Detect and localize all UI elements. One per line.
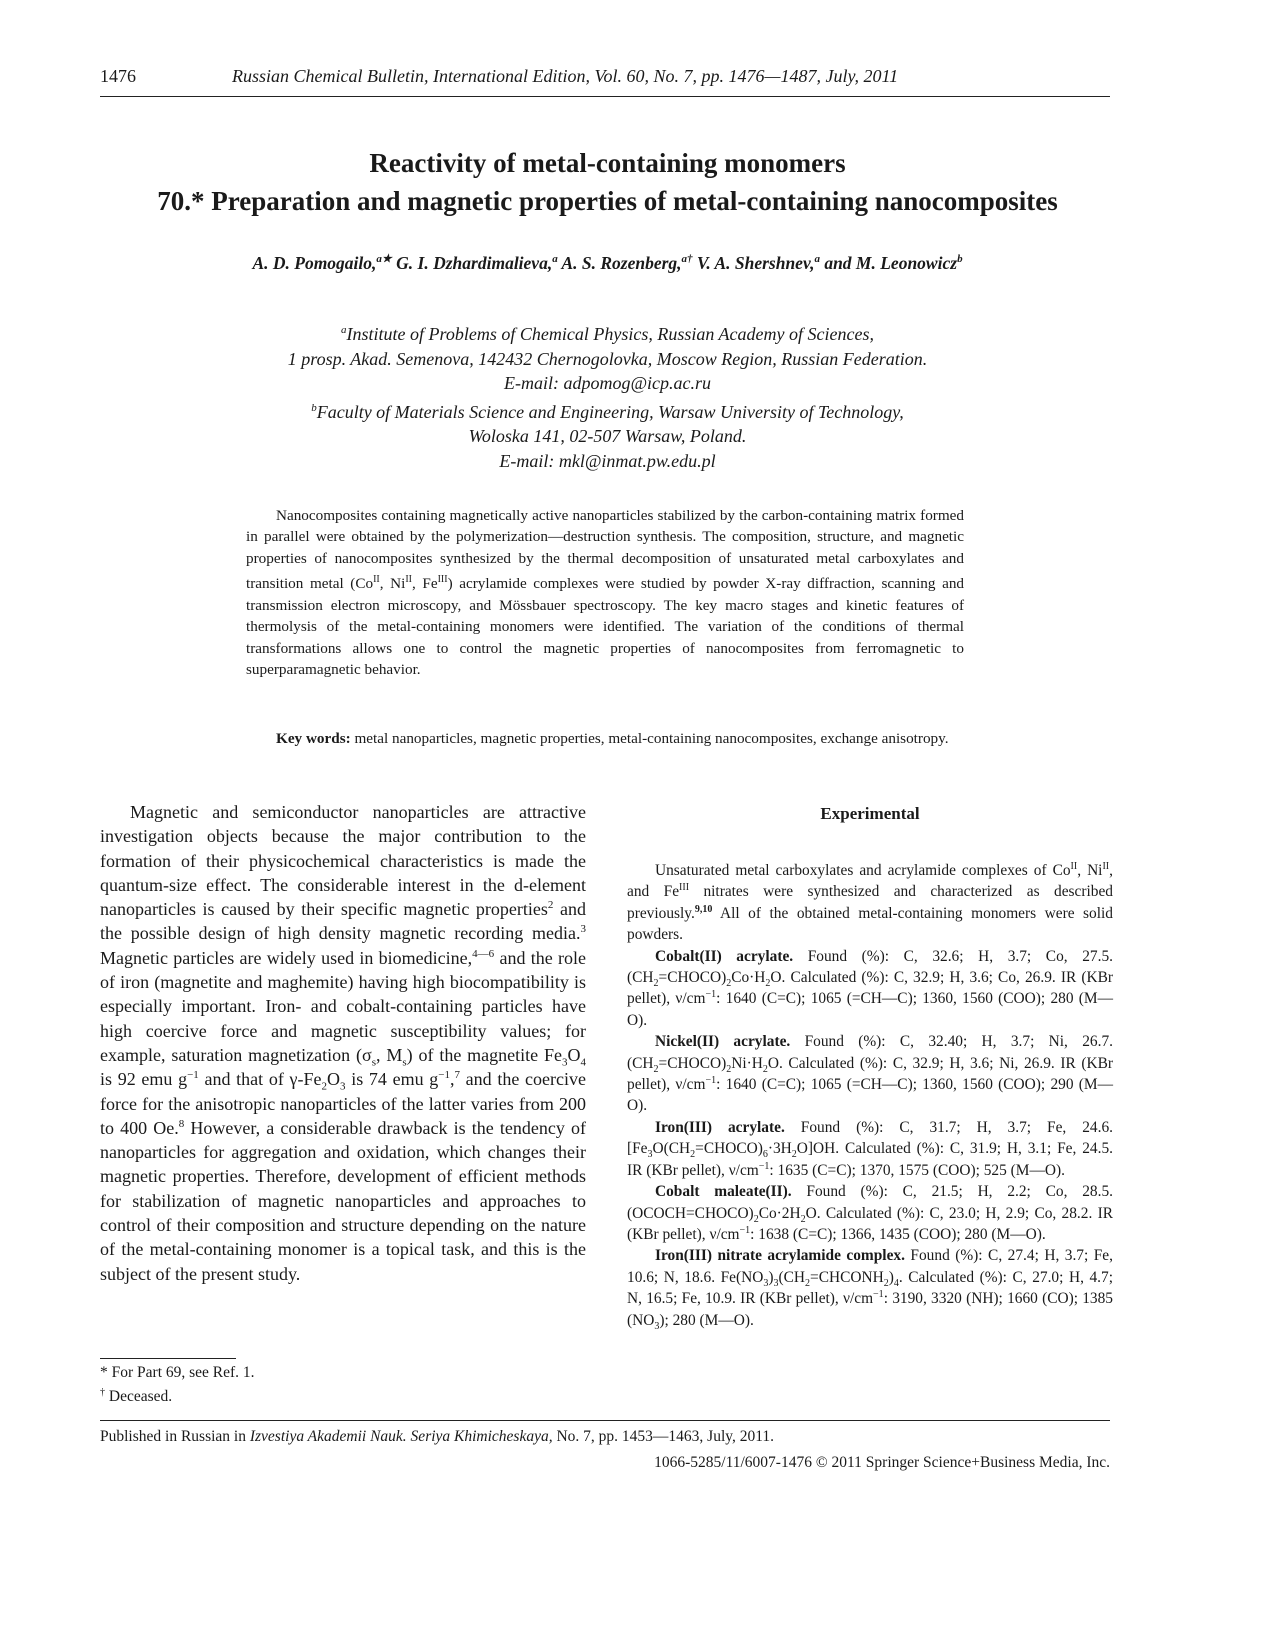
experimental-body bbox=[627, 860, 1113, 1331]
compound-nickel-acrylate: Nickel(II) acrylate. Found (%): C, 32.40; H, 3.7; Ni, 26.7. $(CH_2=CHOCO)_2Ni\cdot H_2O$. Calculated (%): C, 32.9; H, 3.6; Ni, 26.9. IR (KBr pellet), $\nu/cm^{-1}$: 1640 (C=C); 1065 (=CH—C); 1360, 1560 (COO); 290 (M—O). bbox=[627, 1033, 1114, 1115]
keywords-label: Key words: bbox=[276, 730, 351, 747]
author-3-affil: a† bbox=[681, 253, 693, 265]
section-heading-experimental: Experimental bbox=[820, 804, 920, 823]
compound-iron-acrylate: Iron(III) acrylate. Found (%): C, 31.7; H, 3.7; Fe, 24.6. $[Fe_3O(CH_2=CHOCO)_6\cdot 3H_2O]OH$. Calculated (%): C, 31.9; H, 3.1; Fe, 24.5. IR (KBr pellet), $\nu/cm^{-1}$: 1635 (C=C); 1370, 1575 (COO); 525 (M—O). bbox=[627, 1118, 1113, 1179]
journal-citation: Russian Chemical Bulletin, International Edition, Vol. 60, No. 7, pp. 1476—1487, July, 2011 bbox=[232, 66, 899, 86]
author-1-affil: a★ bbox=[376, 253, 392, 265]
introduction-paragraph: Magnetic and semiconductor nanoparticles are attractive investigation objects because the major contribution to the formation of their physicochemical characteristics is made the quantum-size effect. The considerable interest in the d-element nanoparticles is caused by their specific magnetic properties$^2$ and the possible design of high density magnetic recording media.$^3$ Magnetic particles are widely used in biomedicine,$^{4—6}$ and the role of iron (magnetite and maghemite) having high biocompatibility is especially important. Iron- and cobalt-containing particles have high coercive force and magnetic susceptibility values; for example, saturation magnetization ($\sigma_s$, $M_s$) of the magnetite $Fe_3O_4$ is 92 emu $g^{-1}$ and that of $\gamma-Fe_2O_3$ is 74 emu $g^{-1},^7$ and the coercive force for the anisotropic nanoparticles of the latter varies from 200 to 400 Oe.$^8$ However, a considerable drawback is the tendency of nanoparticles for aggregation and oxidation, which changes their magnetic properties. Therefore, development of efficient methods for stabilization of magnetic nanoparticles and approaches to control of their composition and structure depending on the nature of the metal-containing monomer is a topical task, and this is the subject of the present study. bbox=[100, 802, 587, 1284]
affiliation-b-line-2: Woloska 141, 02-507 Warsaw, Poland. bbox=[468, 426, 747, 446]
author-1: A. D. Pomogailo, bbox=[252, 252, 377, 273]
title-line-2: 70.* Preparation and magnetic properties of metal-containing nanocomposites bbox=[157, 186, 1058, 216]
affiliations bbox=[140, 318, 1075, 473]
author-5-affil: b bbox=[957, 253, 963, 265]
footer-divider bbox=[100, 1420, 1110, 1421]
author-5: and M. Leonowicz bbox=[819, 252, 958, 273]
affiliation-a-line-1: $^a$Institute of Problems of Chemical Physics, Russian Academy of Sciences, bbox=[341, 324, 874, 344]
author-2: G. I. Dzhardimalieva, bbox=[391, 252, 553, 273]
publication-info: Published in Russian in Izvestiya Akademii Nauk. Seriya Khimicheskaya, No. 7, pp. 1453—1463, July, 2011. bbox=[100, 1428, 775, 1445]
compound-cobalt-maleate: Cobalt maleate(II). Found (%): C, 21.5; H, 2.2; Co, 28.5. $(OCOCH=CHOCO)_2Co\cdot 2H_2O$. Calculated (%): C, 23.0; H, 2.9; Co, 28.2. IR (KBr pellet), $\nu/cm^{-1}$: 1638 (C=C); 1366, 1435 (COO); 280 (M—O). bbox=[627, 1183, 1113, 1243]
footnote-2: † Deceased. bbox=[100, 1387, 173, 1406]
footnote-1: * For Part 69, see Ref. 1. bbox=[100, 1364, 255, 1381]
copyright-line: 1066-5285/11/6007-1476 © 2011 Springer Science+Business Media, Inc. bbox=[654, 1454, 1110, 1471]
keywords bbox=[246, 728, 964, 749]
author-4: V. A. Shershnev, bbox=[692, 252, 815, 273]
experimental-intro: Unsaturated metal carboxylates and acrylamide complexes of $Co^{II}$, $Ni^{II}$, and $Fe^{III}$ nitrates were synthesized and characterized as described previously.$^{9,10}$ All of the obtained metal-containing monomers were solid powders. bbox=[627, 860, 1113, 944]
compound-cobalt-acrylate: Cobalt(II) acrylate. Found (%): C, 32.6; H, 3.7; Co, 27.5. $(CH_2=CHOCO)_2Co\cdot H_2O$. Calculated (%): C, 32.9; H, 3.6; Co, 26.9. IR (KBr pellet), $\nu/cm^{-1}$: 1640 (C=C); 1065 (=CH—C); 1360, 1560 (COO); 280 (M—O). bbox=[627, 947, 1114, 1029]
affiliation-a-email: E-mail: adpomog@icp.ac.ru bbox=[503, 373, 712, 393]
article-title bbox=[90, 144, 1125, 220]
author-4-affil: a bbox=[814, 253, 820, 265]
page-number: 1476 bbox=[100, 66, 136, 86]
abstract: Nanocomposites containing magnetically active nanoparticles stabilized by the carbon-containing matrix formed in parallel were obtained by the polymerization—destruction synthesis. The composition, structure, and magnetic properties of nanocomposites synthesized by the thermal decomposition of unsaturated metal carboxylates and transition metal ($Co^{II}$, $Ni^{II}$, $Fe^{III}$) acrylamide complexes were studied by powder X-ray diffraction, scanning and transmission electron microscopy, and Mössbauer spectroscopy. The key macro stages and kinetic features of thermolysis of the metal-containing monomers were identified. The variation of the conditions of thermal transformations allows one to control the magnetic properties of nanocomposites from ferromagnetic to superparamagnetic behavior. bbox=[246, 507, 965, 678]
footnote-divider bbox=[100, 1358, 236, 1359]
running-header bbox=[100, 66, 1110, 97]
affiliation-b-line-1: $^b$Faculty of Materials Science and Engineering, Warsaw University of Technology, bbox=[311, 401, 904, 422]
author-2-affil: a bbox=[552, 253, 558, 265]
author-list bbox=[90, 252, 1125, 274]
author-3: A. S. Rozenberg, bbox=[557, 252, 682, 273]
title-line-1: Reactivity of metal-containing monomers bbox=[369, 148, 846, 178]
affiliation-a-line-2: 1 prosp. Akad. Semenova, 142432 Chernogolovka, Moscow Region, Russian Federation. bbox=[287, 348, 928, 369]
compound-iron-nitrate-acrylamide: Iron(III) nitrate acrylamide complex. Found (%): C, 27.4; H, 3.7; Fe, 10.6; N, 18.6. $Fe(NO_3)_3(CH_2=CHCONH_2)_4$. Calculated (%): C, 27.0; H, 4.7; N, 16.5; Fe, 10.9. IR (KBr pellet), $\nu/cm^{-1}$: 3190, 3320 (NH); 1660 (CO); 1385 $(NO_3)$; 280 (M—O). bbox=[627, 1247, 1113, 1332]
affiliation-b-email: E-mail: mkl@inmat.pw.edu.pl bbox=[499, 450, 716, 471]
keywords-text: metal nanoparticles, magnetic properties, metal-containing nanocomposites, exchange anisotropy. bbox=[350, 730, 949, 747]
